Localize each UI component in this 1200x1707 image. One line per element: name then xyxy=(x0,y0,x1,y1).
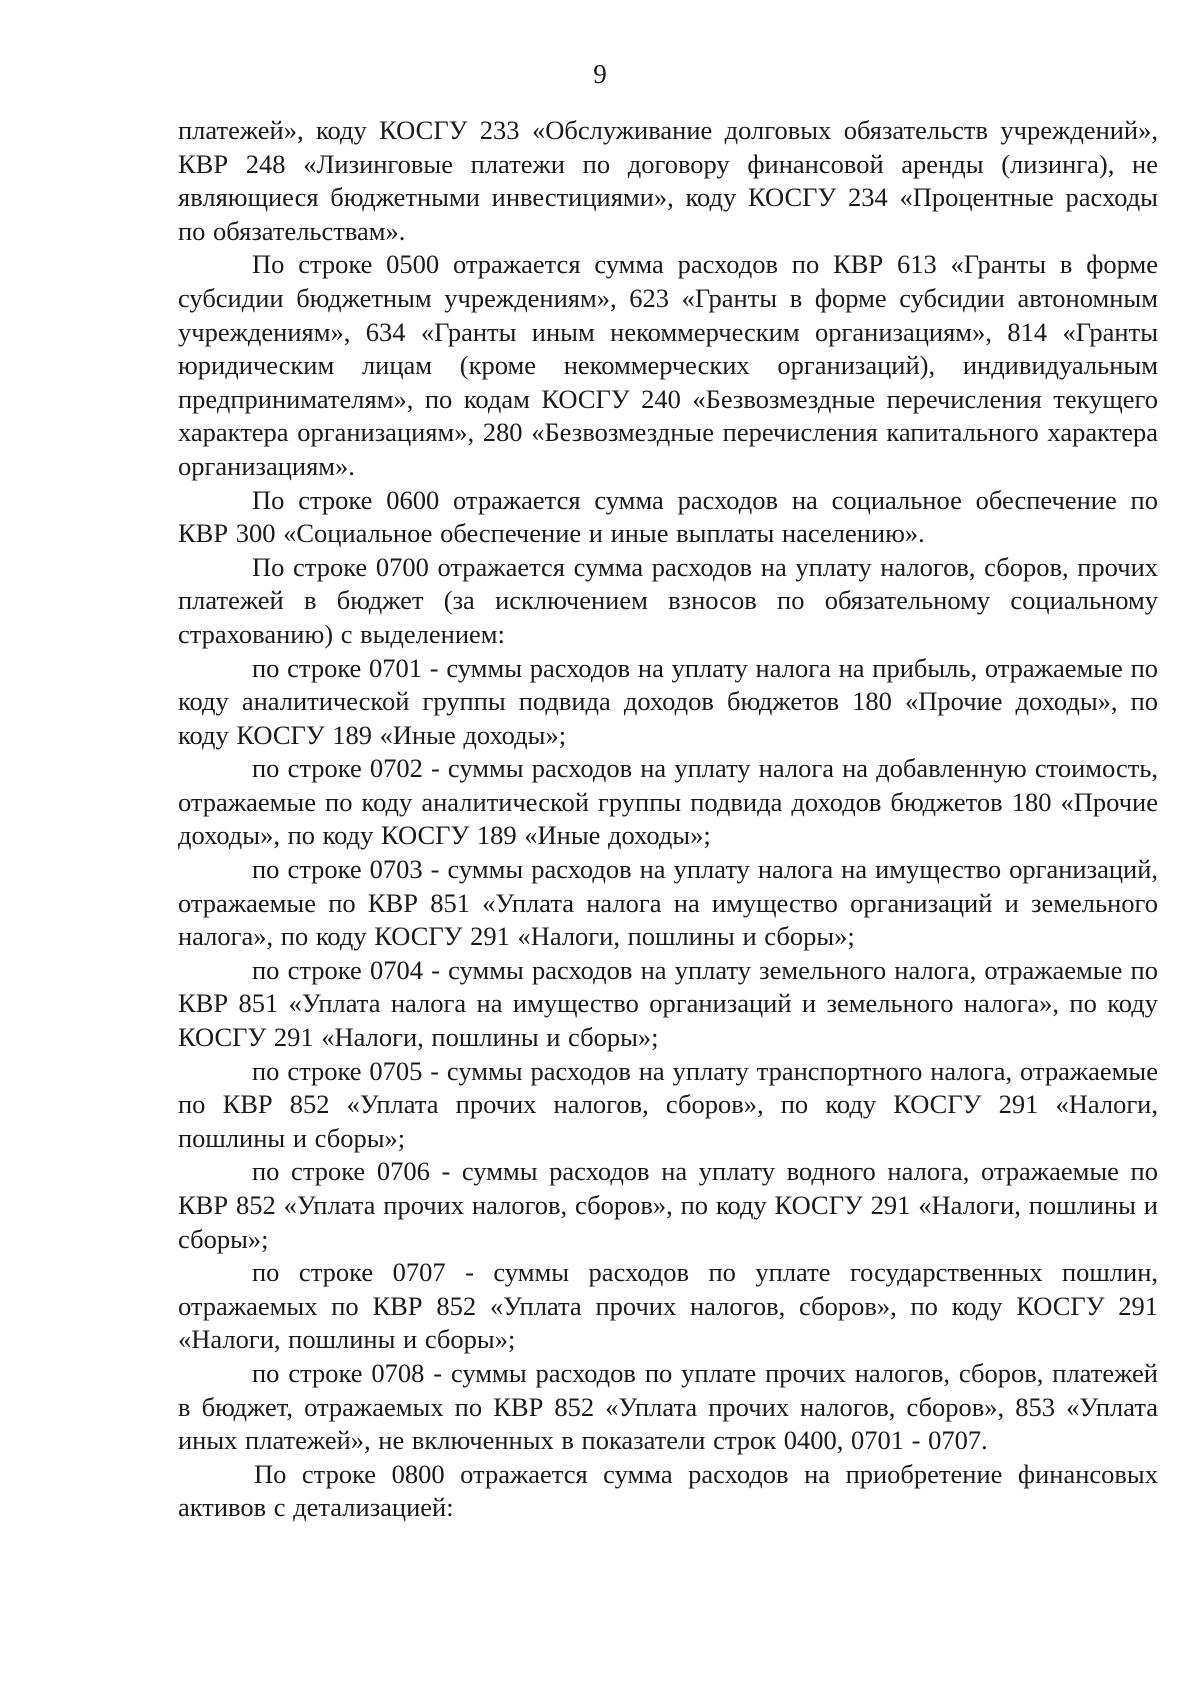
paragraph-line-0708: по строке 0708 - суммы расходов по уплате прочих налогов, сборов, платежей в бюджет, отражаемых по КВР 852 «Уплата прочих налогов, сборов», 853 «Уплата иных платежей», не включенных в показатели строк 0400, 0701 - 0707. xyxy=(178,1357,1158,1456)
paragraph-line-0706: по строке 0706 - суммы расходов на уплату водного налога, отражаемые по КВР 852 «Уплата прочих налогов, сборов», по коду КОСГУ 291 «Налоги, пошлины и сборы»; xyxy=(178,1156,1158,1254)
paragraph-line-0705: по строке 0705 - суммы расходов на уплату транспортного налога, отражаемые по КВР 852 «Уплата прочих налогов, сборов», по коду КОСГУ 291 «Налоги, пошлины и сборы»; xyxy=(178,1055,1158,1153)
paragraph-continuation: платежей», коду КОСГУ 233 «Обслуживание долговых обязательств учреждений», КВР 248 «Лизинговые платежи по договору финансовой аренды (лизинга), не являющиеся бюджетными инвестициями», коду КОСГУ 234 «Процентные расходы по обязательствам». xyxy=(178,115,1158,246)
page-number: 9 xyxy=(593,59,607,89)
paragraph-line-0600: По строке 0600 отражается сумма расходов на социальное обеспечение по КВР 300 «Социальное обеспечение и иные выплаты населению». xyxy=(178,484,1158,549)
paragraph-line-0500: По строке 0500 отражается сумма расходов по КВР 613 «Гранты в форме субсидии бюджетным учреждениям», 623 «Гранты в форме субсидии автономным учреждениям», 634 «Гранты иным некоммерческим организациям», 814 «Гранты юридическим лицам (кроме некоммерческих организаций), индивидуальным предпринимателям», по кодам КОСГУ 240 «Безвозмездные перечисления текущего характера организациям», 280 «Безвозмездные перечисления капитального характера организациям». xyxy=(178,249,1158,481)
paragraph-line-0800: По строке 0800 отражается сумма расходов на приобретение финансовых активов с детализацией: xyxy=(178,1458,1158,1523)
paragraph-line-0702: по строке 0702 - суммы расходов на уплату налога на добавленную стоимость, отражаемые по коду аналитической группы подвида доходов бюджетов 180 «Прочие доходы», по коду КОСГУ 189 «Иные доходы»; xyxy=(178,753,1158,851)
paragraph-line-0701: по строке 0701 - суммы расходов на уплату налога на прибыль, отражаемые по коду аналитической группы подвида доходов бюджетов 180 «Прочие доходы», по коду КОСГУ 189 «Иные доходы»; xyxy=(178,652,1158,750)
paragraph-line-0703: по строке 0703 - суммы расходов на уплату налога на имущество организаций, отражаемые по КВР 851 «Уплата налога на имущество организаций и земельного налога», по коду КОСГУ 291 «Налоги, пошлины и сборы»; xyxy=(178,854,1158,952)
paragraph-line-0704: по строке 0704 - суммы расходов на уплату земельного налога, отражаемые по КВР 851 «Уплата налога на имущество организаций и земельного налога», по коду КОСГУ 291 «Налоги, пошлины и сборы»; xyxy=(178,954,1158,1053)
paragraph-line-0700: По строке 0700 отражается сумма расходов на уплату налогов, сборов, прочих платежей в бюджет (за исключением взносов по обязательному социальному страхованию) с выделением: xyxy=(178,551,1158,649)
paragraph-line-0707: по строке 0707 - суммы расходов по уплате государственных пошлин, отражаемых по КВР 852 «Уплата прочих налогов, сборов», по коду КОСГУ 291 «Налоги, пошлины и сборы»; xyxy=(178,1257,1158,1355)
document-body xyxy=(178,114,1158,1525)
